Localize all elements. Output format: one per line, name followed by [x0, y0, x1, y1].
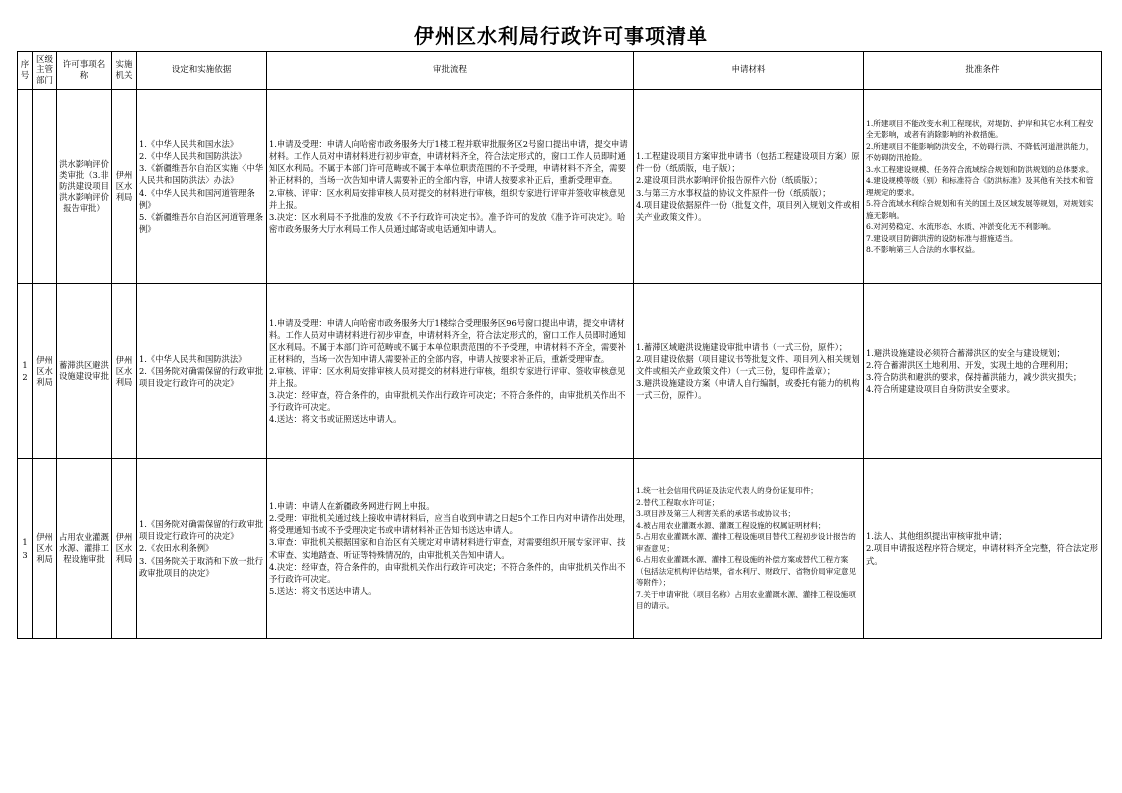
- condition-entry: 6.对河势稳定、水流形态、水质、冲淤变化无不利影响。: [866, 222, 1056, 231]
- table-header-row: [18, 52, 1102, 90]
- condition-entry: 1.避洪设施建设必须符合蓄滞洪区的安全与建设规划；: [866, 347, 1065, 358]
- condition-entry: 1.所建项目不能改变水利工程现状，对堤防、护岸和其它水利工程安全无影响，或者有消除影响的补救措施。: [866, 118, 1094, 139]
- basis-entry: 3.《国务院关于取消和下放一批行政审批项目的决定》: [139, 555, 264, 578]
- basis-entry: 1.《中华人民共和国水法》: [139, 139, 239, 150]
- process-step: 4.送达：将文书或证照送达申请人。: [269, 414, 402, 425]
- header-basis: 设定和实施依据: [137, 52, 267, 90]
- basis-entry: 5.《新疆维吾尔自治区河道管理条例》: [139, 211, 264, 234]
- material-entry: 3.项目涉及第三人利害关系的承诺书或协议书；: [636, 509, 796, 519]
- material-entry: 2.项目建设依据（项目建议书等批复文件、项目列入相关规划文件或相关产业政策文件）（一式三份，复印件盖章）；: [636, 353, 860, 376]
- condition-entry: 1.法人、其他组织提出审核审批申请；: [866, 531, 1007, 542]
- condition-entry: 5.符合流域水利综合规划和有关的国土及区域发展等规划，对规划实施无影响。: [866, 199, 1094, 220]
- row-dept: 伊州区水利局: [33, 459, 57, 639]
- condition-entry: 8.不影响第三人合法的水事权益。: [866, 245, 980, 254]
- header-dept: 区级主管部门: [33, 52, 57, 90]
- process-step: 2.审核、评审：区水利局安排审核人员对提交的材料进行审核，组织专家进行评审并签收审核意见并上报。: [269, 187, 626, 210]
- process-step: 3.审查：审批机关根据国家和自治区有关规定对申请材料进行审查，对需要组织开展专家评审、技术审查、实地踏查、听证等特殊情况的，由审批机关告知申请人。: [269, 537, 626, 560]
- header-seq: 序号: [18, 52, 33, 90]
- condition-entry: 2.项目申请报送程序符合规定，申请材料齐全完整，符合法定形式。: [866, 543, 1098, 566]
- row-conditions: [864, 90, 1102, 284]
- row-materials: [634, 284, 864, 459]
- header-item: 许可事项名称: [57, 52, 112, 90]
- table-row: [18, 459, 1102, 639]
- row-process: [267, 284, 634, 459]
- material-entry: 5.占用农业灌溉水源、灌排工程设施项目替代工程初步设计报告的审查意见；: [636, 532, 856, 553]
- row-conditions: [864, 459, 1102, 639]
- basis-entry: 2.《农田水利条例》: [139, 543, 214, 554]
- row-agency: 伊州区水利局: [112, 459, 137, 639]
- material-entry: 1.统一社会信用代码证及法定代表人的身份证复印件；: [636, 486, 818, 496]
- row-seq: 12: [18, 284, 33, 459]
- material-entry: 3.避洪设施建设方案（申请人自行编制，或委托有能力的机构一式三份，原件）。: [636, 378, 860, 401]
- table-row: [18, 90, 1102, 284]
- basis-entry: 2.《中华人民共和国防洪法》: [139, 151, 247, 162]
- row-item-name: 占用农业灌溉水源、灌排工程设施审批: [57, 459, 112, 639]
- basis-entry: 3.《新疆维吾尔自治区实施〈中华人民共和国防洪法〉办法》: [139, 163, 264, 186]
- condition-entry: 7.建设项目防御洪涝的设防标准与措施适当。: [866, 233, 1018, 243]
- basis-entry: 4.《中华人民共和国河道管理条例》: [139, 187, 255, 210]
- row-seq: 13: [18, 459, 33, 639]
- header-agency: 实施机关: [112, 52, 137, 90]
- basis-entry: 2.《国务院对确需保留的行政审批项目设定行政许可的决定》: [139, 365, 264, 389]
- row-dept: [33, 90, 57, 284]
- material-entry: 2.建设项目洪水影响评价报告原件六份（纸质版）；: [636, 175, 823, 186]
- material-entry: 4.项目建设依据原件一份（批复文件，项目列入规划文件或相关产业政策文件）。: [636, 199, 860, 222]
- process-step: 1.申请及受理：申请人向哈密市政务服务大厅1楼综合受理服务区96号窗口提出申请，提交申请材料。工作人员对申请材料进行初步审查，申请材料齐全，符合法定形式的，窗口工作人员即时通知区水利局。不属于本部门许可范畴或不属于本单位职责范围的不予受理，申请材料不齐全，需要补正材料的，当场一次告知申请人需要补正的全部内容，申请人按要求补正后，重新受理审查。: [269, 317, 626, 364]
- material-entry: 2.替代工程取水许可证；: [636, 497, 720, 507]
- process-step: 1.申请：申请人在新疆政务网进行网上申报。: [269, 501, 435, 512]
- row-basis: [137, 284, 267, 459]
- row-agency: 伊州区水利局: [112, 90, 137, 284]
- row-item-name: 蓄滞洪区避洪设施建设审批: [57, 284, 112, 459]
- row-process: [267, 459, 634, 639]
- header-materials: 申请材料: [634, 52, 864, 90]
- row-item-name: 洪水影响评价类审批（3.非防洪建设项目洪水影响评价报告审批）: [57, 90, 112, 284]
- process-step: 3.决定：区水利局不予批准的发放《不予行政许可决定书》。准予许可的发放《准予许可决定》。哈密市政务服务大厅水利局工作人员通过邮寄或电话通知申请人。: [269, 211, 626, 234]
- row-basis: [137, 459, 267, 639]
- material-entry: 6.占用农业灌溉水源、灌排工程设施的补偿方案或替代工程方案（包括法定机构评估结果，省水利厅、财政厅、省物价局审定意见等附件）；: [636, 555, 857, 588]
- material-entry: 7.关于申请审批（项目名称）占用农业灌溉水源、灌排工程设施项目的请示。: [636, 589, 856, 611]
- header-process: 审批流程: [267, 52, 634, 90]
- material-entry: 3.与第三方水事权益的协议文件原件一份（纸质版）；: [636, 187, 831, 198]
- condition-entry: 3.水工程建设规模、任务符合流域综合规划和防洪规划的总体要求。: [866, 164, 1094, 174]
- condition-entry: 4.建设规模等级（别）和标准符合《防洪标准》及其他有关技术和管理规定的要求。: [866, 176, 1094, 197]
- process-step: 2.审核、评审：区水利局安排审核人员对提交的材料进行审核，组织专家进行评审、签收审核意见并上报。: [269, 365, 626, 389]
- material-entry: 1.蓄滞区域避洪设施建设审批申请书（一式三份，原件）；: [636, 341, 848, 352]
- material-entry: 1.工程建设项目方案审批申请书（包括工程建设项目方案）原件一份（纸质版，电子版）；: [636, 151, 860, 174]
- row-process: [267, 90, 634, 284]
- condition-entry: 2.所建项目不能影响防洪安全，不妨碍行洪、不降低河道泄洪能力，不妨碍防汛抢险。: [866, 141, 1094, 162]
- row-agency: 伊州区水利局: [112, 284, 137, 459]
- page-title: 伊州区水利局行政许可事项清单: [414, 24, 708, 48]
- row-basis: [137, 90, 267, 284]
- basis-entry: 1.《国务院对确需保留的行政审批项目设定行政许可的决定》: [139, 519, 264, 542]
- row-conditions: [864, 284, 1102, 459]
- permit-table: [17, 51, 1102, 639]
- row-materials: [634, 459, 864, 639]
- row-seq: [18, 90, 33, 284]
- process-step: 4.决定：经审查，符合条件的，由审批机关作出行政许可决定；不符合条件的，由审批机关作出不予行政许可决定。: [269, 561, 626, 584]
- table-row: [18, 284, 1102, 459]
- row-materials: [634, 90, 864, 284]
- row-dept: 伊州区水利局: [33, 284, 57, 459]
- material-entry: 4.被占用农业灌溉水源、灌溉工程设施的权属证明材料；: [636, 520, 826, 530]
- process-step: 5.送达：将文书送达申请人。: [269, 585, 377, 596]
- condition-entry: 4.符合所建建设项目自身防洪安全要求。: [866, 384, 1015, 395]
- condition-entry: 2.符合蓄滞洪区土地利用、开发，实现土地的合理利用；: [866, 359, 1074, 370]
- basis-entry: 1.《中华人民共和国防洪法》: [139, 353, 247, 364]
- process-step: 3.决定：经审查，符合条件的，由审批机关作出行政许可决定；不符合条件的，由审批机关作出不予行政许可决定。: [269, 390, 626, 413]
- process-step: 1.申请及受理：申请人向哈密市政务服务大厅1楼工程并联审批服务区2号窗口提出申请，提交申请材料。工作人员对申请材料进行初步审查，申请材料齐全，符合法定形式的，窗口工作人员即时通知区水利局。不属于本部门许可范畴或不属于本单位职责范围的不予受理，申请材料不齐全，需要补正材料的，当场一次告知申请人需要补正的全部内容，申请人按要求补正后，重新受理审查。: [269, 139, 628, 186]
- header-conditions: 批准条件: [864, 52, 1102, 90]
- process-step: 2.受理：审批机关通过线上接收申请材料后，应当自收到申请之日起5个工作日内对申请作出处理，将受理通知书或不予受理决定书或申请材料补正告知书送达申请人。: [269, 513, 631, 536]
- condition-entry: 3.符合防洪和避洪的要求，保持蓄洪能力，减少洪灾损失；: [866, 372, 1082, 382]
